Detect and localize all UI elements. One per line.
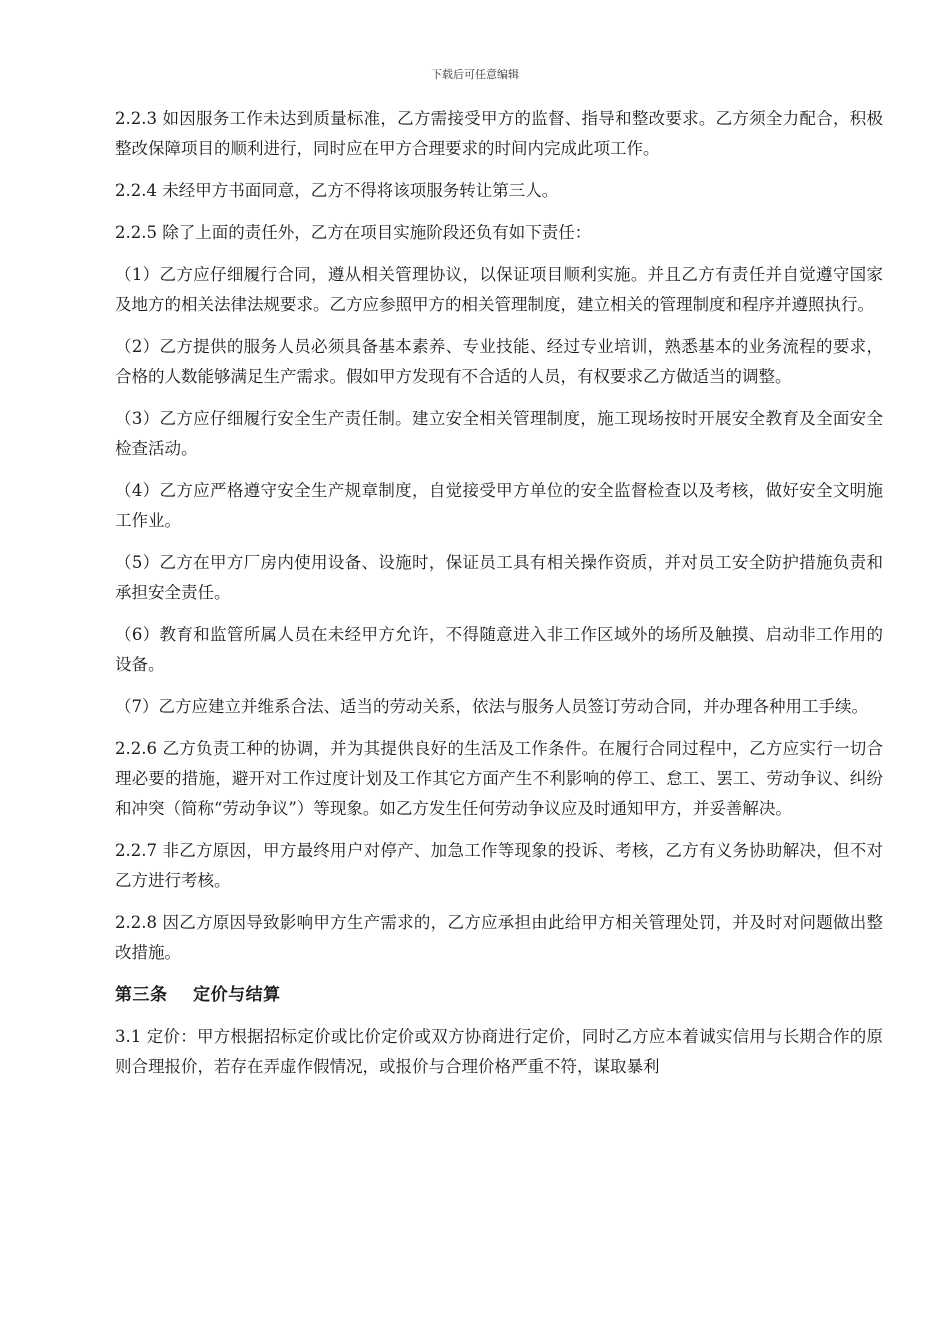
clause-item-4: （4）乙方应严格遵守安全生产规章制度，自觉接受甲方单位的安全监督检查以及考核，做好安全文明施工作业。 [115, 481, 883, 530]
clause-item-6: （6）教育和监管所属人员在未经甲方允许，不得随意进入非工作区域外的场所及触摸、启动非工作用的设备。 [115, 625, 883, 674]
clause-item-5: （5）乙方在甲方厂房内使用设备、设施时，保证员工具有相关操作资质，并对员工安全防护措施负责和承担安全责任。 [115, 553, 883, 602]
clause-3-1: 3.1 定价：甲方根据招标定价或比价定价或双方协商进行定价，同时乙方应本着诚实信用与长期合作的原则合理报价，若存在弄虚作假情况，或报价与合理价格严重不符，谋取暴利 [115, 1027, 883, 1076]
clause-2-2-8: 2.2.8 因乙方原因导致影响甲方生产需求的，乙方应承担由此给甲方相关管理处罚，并及时对问题做出整改措施。 [115, 913, 883, 962]
clause-item-2: （2）乙方提供的服务人员必须具备基本素养、专业技能、经过专业培训，熟悉基本的业务流程的要求，合格的人数能够满足生产需求。假如甲方发现有不合适的人员，有权要求乙方做适当的调整。 [115, 337, 883, 386]
clause-item-7: （7）乙方应建立并维系合法、适当的劳动关系，依法与服务人员签订劳动合同，并办理各种用工手续。 [115, 697, 868, 716]
clause-2-2-3: 2.2.3 如因服务工作未达到质量标准，乙方需接受甲方的监督、指导和整改要求。乙方须全力配合，积极整改保障项目的顺利进行，同时应在甲方合理要求的时间内完成此项工作。 [115, 109, 883, 158]
clause-2-2-5: 2.2.5 除了上面的责任外，乙方在项目实施阶段还负有如下责任： [115, 223, 592, 242]
clause-item-1: （1）乙方应仔细履行合同，遵从相关管理协议，以保证项目顺利实施。并且乙方有责任并自觉遵守国家及地方的相关法律法规要求。乙方应参照甲方的相关管理制度，建立相关的管理制度和程序并遵照执行。 [115, 265, 883, 314]
page-header-note: 下载后可任意编辑 [431, 68, 519, 81]
document-body [115, 104, 883, 1094]
clause-2-2-6: 2.2.6 乙方负责工种的协调，并为其提供良好的生活及工作条件。在履行合同过程中，乙方应实行一切合理必要的措施，避开对工作过度计划及工作其它方面产生不利影响的停工、怠工、罢工、劳动争议、纠纷和冲突（简称“劳动争议”）等现象。如乙方发生任何劳动争议应及时通知甲方，并妥善解决。 [115, 739, 883, 818]
section-3-heading: 第三条 定价与结算 [115, 985, 281, 1005]
clause-2-2-4: 2.2.4 未经甲方书面同意，乙方不得将该项服务转让第三人。 [115, 181, 559, 200]
clause-item-3: （3）乙方应仔细履行安全生产责任制。建立安全相关管理制度，施工现场按时开展安全教育及全面安全检查活动。 [115, 409, 883, 458]
clause-2-2-7: 2.2.7 非乙方原因，甲方最终用户对停产、加急工作等现象的投诉、考核，乙方有义务协助解决，但不对乙方进行考核。 [115, 841, 883, 890]
